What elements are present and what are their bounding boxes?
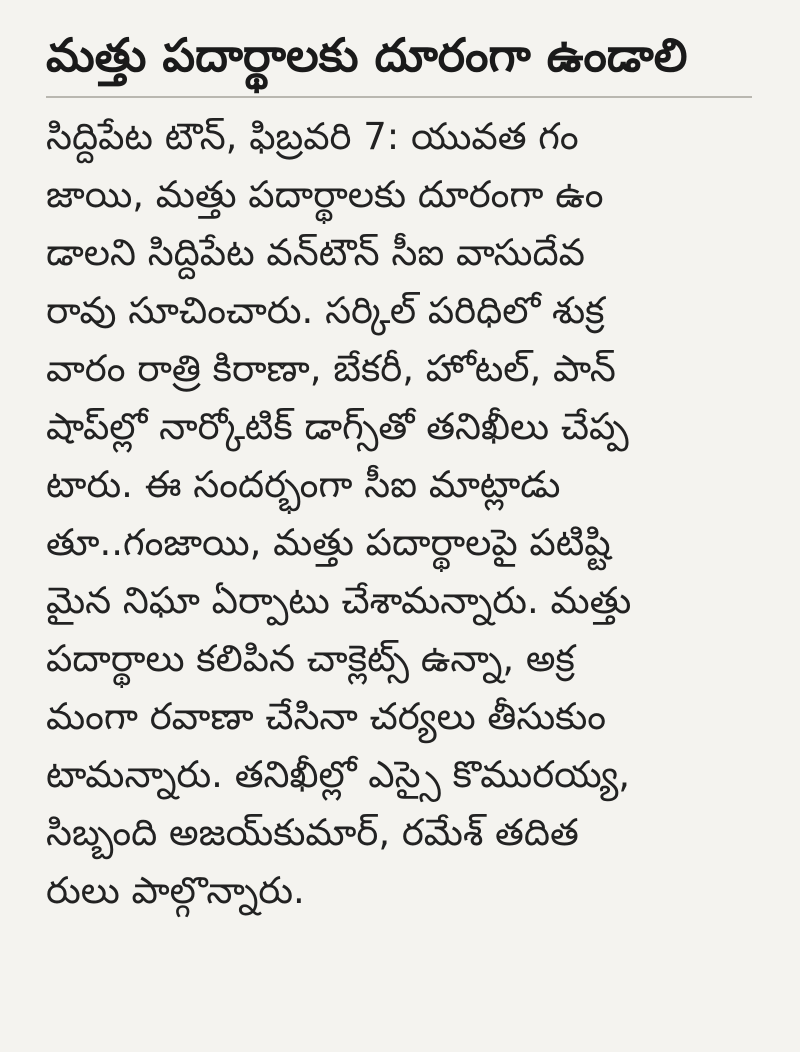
article-line: సిద్దిపేట టౌన్, ఫిబ్రవరి 7: యువత గం (46, 115, 579, 158)
article-line: షాప్‌ల్లో నార్కోటిక్ డాగ్స్‌తో తనిఖీలు చేప్ప (46, 405, 629, 448)
article-line: టామన్నారు. తనిఖీల్లో ఎస్సై కొమురయ్య, (46, 753, 631, 796)
article-line: పదార్థాలు కలిపిన చాక్లెట్స్ ఉన్నా, అక్ర (46, 637, 575, 680)
article-line: మైన నిఘా ఏర్పాటు చేశామన్నారు. మత్తు (46, 579, 632, 622)
article-line: సిబ్బంది అజయ్‌కుమార్, రమేశ్ తదిత (46, 811, 579, 854)
headline: మత్తు పదార్థాలకు దూరంగా ఉండాలి (46, 28, 688, 82)
article-line: వారం రాత్రి కిరాణా, బేకరీ, హోటల్, పాన్ (46, 347, 616, 390)
article-line: జాయి, మత్తు పదార్థాలకు దూరంగా ఉం (46, 173, 604, 216)
article-line: టారు. ఈ సందర్భంగా సీఐ మాట్లాడు (46, 463, 561, 506)
article-line: డాలని సిద్దిపేట వన్‌టౌన్ సీఐ వాసుదేవ (46, 231, 585, 274)
article-line: రులు పాల్గొన్నారు. (46, 869, 305, 912)
headline-divider (46, 96, 752, 98)
article-line: రావు సూచించారు. సర్కిల్ పరిధిలో శుక్ర (46, 289, 605, 332)
article-body (46, 108, 756, 920)
article-line: తూ..గంజాయి, మత్తు పదార్థాలపై పటిష్టి (46, 521, 611, 564)
article-line: మంగా రవాణా చేసినా చర్యలు తీసుకుం (46, 695, 607, 738)
